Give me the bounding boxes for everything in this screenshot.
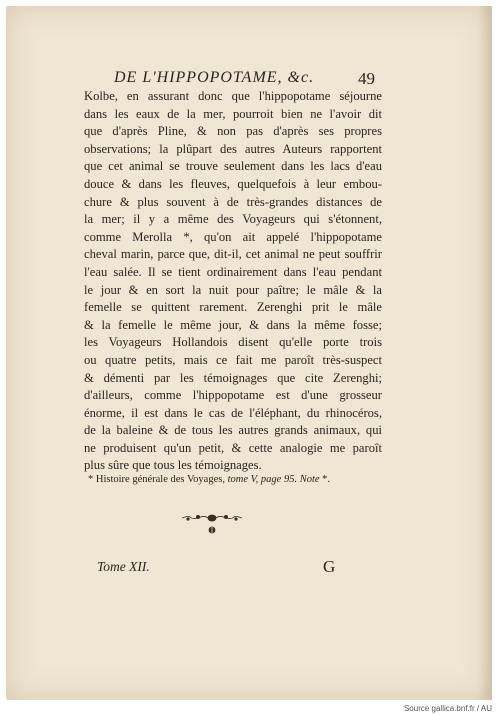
text-line: dans les eaux de la mer, pourroit bien ne l'avoir dit [84,106,382,121]
text-line: cheval marin, parce que, dit-il, cet animal ne peut souffrir [84,247,382,262]
body-text [84,88,382,475]
text-line: Kolbe, en assurant donc que l'hippopotame séjourne [84,89,382,103]
page-number: 49 [358,69,375,88]
text-line: d'ailleurs, comme l'hippopotame est d'une grosseur [84,388,382,403]
footnote-reference: * Histoire générale des Voyages, [88,474,228,485]
gathering-signature: G [323,557,336,576]
footnote-citation: tome V, page 95. Note [227,474,320,485]
text-line: chure & plus souvent à de très-grandes distances de [84,194,382,209]
text-line: douce & dans les fleuves, quelquefois à leur embou- [84,176,382,191]
text-line: ou quatre petits, mais ce fait me paroît très-suspect [84,352,382,367]
text-line: de la baleine & de tous les autres grands animaux, qui [84,423,382,438]
text-line: & démenti par les témoignages que cite Zerenghi; [84,370,382,385]
text-line: l'eau salée. Il se tient ordinairement dans l'eau pendant [84,264,382,279]
text-line: plus sûre que tous les témoignages. [84,458,262,473]
fleuron-ornament [178,510,246,540]
footnote-end: *. [319,474,331,485]
text-line: le jour & en sort la nuit pour paître; le mâle & la [84,282,382,297]
text-line: femelle se quittent rarement. Zerenghi prit le mâle [84,300,382,315]
footnote [88,474,388,485]
text-line: la mer; il y a même des Voyageurs qui s'étonnent, [84,212,382,227]
text-line: énorme, il est dans le cas de l'éléphant, du rhinocéros, [84,405,382,420]
source-credit: Source gallica.bnf.fr / AU [403,704,492,713]
text-line: que d'après Pline, & non pas d'après ses propres [84,124,382,139]
text-line: & la femelle le même jour, & dans la même fosse; [84,317,382,332]
text-line: ne produisent qu'un petit, & cette analogie me paroît [84,440,382,455]
text-line: comme Merolla *, qu'on ait appelé l'hippopotame [84,229,382,244]
text-line: observations; la plûpart des autres Auteurs rapportent [84,141,382,156]
running-head: DE L'HIPPOPOTAME, &c. [114,69,315,86]
volume-signature-label: Tome XII. [97,559,150,574]
text-line: que cet animal se trouve seulement dans les lacs d'eau [84,159,382,174]
book-page [6,6,492,700]
text-line: les Voyageurs Hollandois disent qu'elle porte trois [84,335,382,350]
